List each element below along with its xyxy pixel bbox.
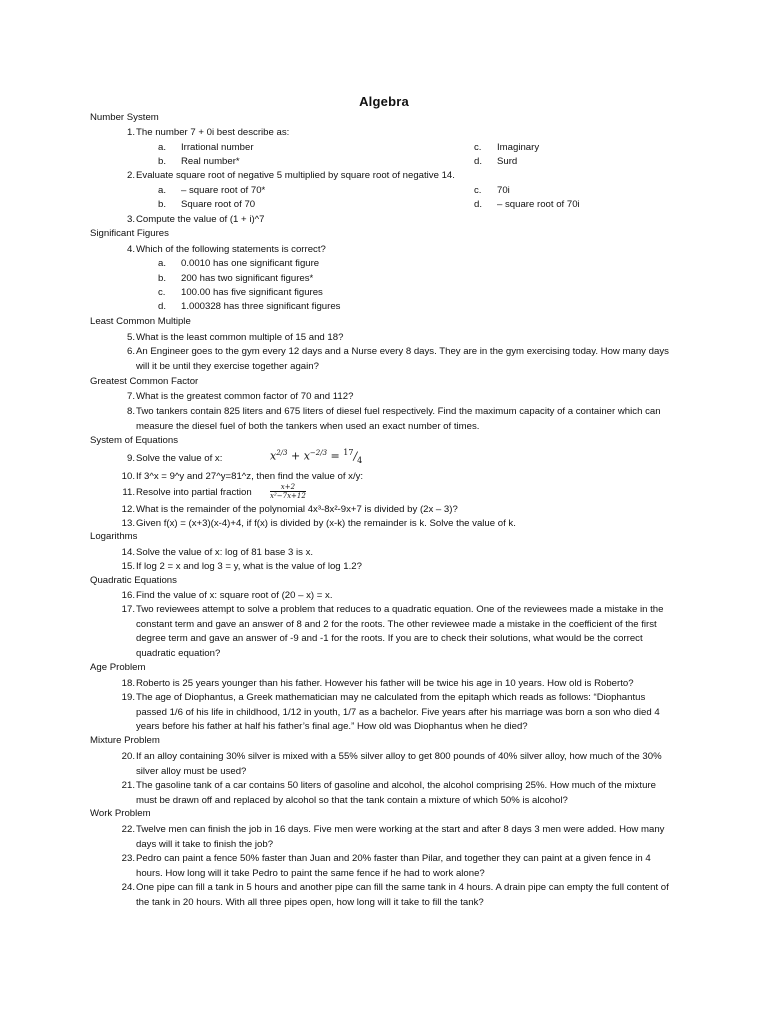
option-text: 100.00 has five significant figures bbox=[181, 287, 323, 298]
question-number: 9. bbox=[126, 453, 135, 464]
section-heading-quadratic: Quadratic Equations bbox=[90, 575, 177, 586]
question-text: Resolve into partial fraction bbox=[136, 487, 252, 498]
question-text: Evaluate square root of negative 5 multiplied by square root of negative 14. bbox=[136, 170, 455, 181]
question-number: 8. bbox=[126, 406, 135, 417]
question-text: What is the least common multiple of 15 and 18? bbox=[136, 332, 344, 343]
option-letter: d. bbox=[474, 199, 483, 210]
question-text: Two tankers contain 825 liters and 675 liters of diesel fuel respectively. Find the maximum capacity of a container which can measure the diesel fuel of both the tankers when used an exact number of times. bbox=[136, 406, 661, 432]
section-heading-gcf: Greatest Common Factor bbox=[90, 376, 199, 387]
option-letter: b. bbox=[158, 273, 167, 284]
option-text: – square root of 70* bbox=[181, 185, 266, 196]
option-letter: c. bbox=[474, 142, 482, 153]
fraction-numerator: x+2 bbox=[270, 483, 306, 492]
question-text: The gasoline tank of a car contains 50 liters of gasoline and alcohol, the alcohol comprising 25%. How much of the mixture must be drawn off and replaced by alcohol so that the tank contain a mixture of which 50% is alcohol? bbox=[136, 780, 656, 806]
section-heading-age: Age Problem bbox=[90, 662, 146, 673]
question-number: 18. bbox=[121, 678, 135, 689]
question-number: 20. bbox=[121, 751, 135, 762]
section-heading-lcm: Least Common Multiple bbox=[90, 316, 191, 327]
question-text: If log 2 = x and log 3 = y, what is the value of log 1.2? bbox=[136, 561, 362, 572]
question-text: If 3^x = 9^y and 27^y=81^z, then find the value of x/y: bbox=[136, 471, 364, 482]
question-number: 4. bbox=[126, 244, 135, 255]
question-number: 15. bbox=[121, 561, 135, 572]
option-text: 70i bbox=[497, 185, 510, 196]
question-text: One pipe can fill a tank in 5 hours and another pipe can fill the same tank in 4 hours. A drain pipe can empty the full content of the tank in 20 hours. With all three pipes open, how long will it take to fill the tank? bbox=[136, 882, 669, 908]
question-number: 13. bbox=[121, 518, 135, 529]
question-text: Solve the value of x: bbox=[136, 453, 223, 464]
section-heading-mixture: Mixture Problem bbox=[90, 735, 160, 746]
equation: $x^{2/3} + x^{-2/3} = ^{17}/_4$ bbox=[270, 448, 363, 465]
option-text: Surd bbox=[497, 156, 518, 167]
question-number: 17. bbox=[121, 604, 135, 615]
option-text: 1.000328 has three significant figures bbox=[181, 301, 341, 312]
question-text: Twelve men can finish the job in 16 days. Five men were working at the start and after 8 days 3 men were added. How many days will it take to finish the job? bbox=[136, 824, 665, 850]
question-number: 16. bbox=[121, 590, 135, 601]
question-number: 24. bbox=[121, 882, 135, 893]
question-number: 14. bbox=[121, 547, 135, 558]
option-text: 0.0010 has one significant figure bbox=[181, 258, 320, 269]
question-text: If an alloy containing 30% silver is mixed with a 55% silver alloy to get 800 pounds of 40% silver alloy, how much of the 30% silver alloy must be used? bbox=[136, 751, 662, 777]
question-text: The age of Diophantus, a Greek mathematician may ne calculated from the epitaph which reads as follows: “Diophantus passed 1/6 of his life in childhood, 1/12 in youth, 1/7 as a bachelor. Five years after his marriage was born a son who died 4 years before his father at half his father’s final age.” How old was Diophantus when he died? bbox=[136, 692, 660, 733]
option-text: Imaginary bbox=[497, 142, 540, 153]
fraction-denominator: x²−7x+12 bbox=[270, 492, 306, 500]
question-number: 22. bbox=[121, 824, 135, 835]
option-letter: b. bbox=[158, 199, 167, 210]
question-number: 11. bbox=[122, 487, 135, 498]
option-letter: d. bbox=[474, 156, 483, 167]
option-text: 200 has two significant figures* bbox=[181, 273, 314, 284]
option-letter: b. bbox=[158, 156, 167, 167]
section-heading-significant-figures: Significant Figures bbox=[90, 228, 169, 239]
question-number: 19. bbox=[121, 692, 135, 703]
question-number: 7. bbox=[126, 391, 135, 402]
section-heading-system-of-equations: System of Equations bbox=[90, 435, 178, 446]
question-text: Two reviewees attempt to solve a problem that reduces to a quadratic equation. One of the reviewees made a mistake in the constant term and gave an answer of 8 and 2 for the roots. The other reviewee made a mistake in the coefficient of the first degree term and gave an answer of -9 and -1 for the roots. If you are to check their solutions, what would be the correct quadratic equation? bbox=[136, 604, 664, 659]
option-text: – square root of 70i bbox=[497, 199, 580, 210]
section-heading-logarithms: Logarithms bbox=[90, 531, 138, 542]
section-heading-number-system: Number System bbox=[90, 112, 159, 123]
question-number: 23. bbox=[121, 853, 135, 864]
question-text: Solve the value of x: log of 81 base 3 is x. bbox=[136, 547, 314, 558]
question-text: The number 7 + 0i best describe as: bbox=[136, 127, 290, 138]
question-text: An Engineer goes to the gym every 12 days and a Nurse every 8 days. They are in the gym exercising today. How many days will it be until they exercise together again? bbox=[136, 346, 669, 372]
question-number: 12. bbox=[121, 504, 135, 515]
page-title: Algebra bbox=[359, 94, 409, 109]
question-text: Find the value of x: square root of (20 – x) = x. bbox=[136, 590, 333, 601]
question-text: What is the greatest common factor of 70 and 112? bbox=[136, 391, 354, 402]
question-text: Pedro can paint a fence 50% faster than Juan and 20% faster than Pilar, and together they can paint at a given fence in 4 hours. How long will it take Pedro to paint the same fence if he had to work alone? bbox=[136, 853, 651, 879]
question-text: Roberto is 25 years younger than his father. However his father will be twice his age in 10 years. How old is Roberto? bbox=[136, 678, 634, 689]
option-text: Real number* bbox=[181, 156, 240, 167]
question-number: 2. bbox=[126, 170, 135, 181]
option-letter: a. bbox=[158, 185, 167, 196]
option-letter: d. bbox=[158, 301, 167, 312]
question-number: 21. bbox=[121, 780, 135, 791]
question-number: 1. bbox=[126, 127, 135, 138]
question-text: Given f(x) = (x+3)(x-4)+4, if f(x) is divided by (x-k) the remainder is k. Solve the value of k. bbox=[136, 518, 516, 529]
option-letter: c. bbox=[474, 185, 482, 196]
question-text: Which of the following statements is correct? bbox=[136, 244, 326, 255]
question-text: Compute the value of (1 + i)^7 bbox=[136, 214, 265, 225]
question-number: 3. bbox=[126, 214, 135, 225]
option-letter: c. bbox=[158, 287, 166, 298]
option-letter: a. bbox=[158, 258, 167, 269]
question-text: What is the remainder of the polynomial 4x³-8x²-9x+7 is divided by (2x – 3)? bbox=[136, 504, 458, 515]
option-letter: a. bbox=[158, 142, 167, 153]
section-heading-work: Work Problem bbox=[90, 808, 151, 819]
partial-fraction bbox=[270, 483, 306, 500]
question-number: 5. bbox=[126, 332, 135, 343]
option-text: Irrational number bbox=[181, 142, 254, 153]
question-number: 6. bbox=[126, 346, 135, 357]
question-number: 10. bbox=[121, 471, 135, 482]
option-text: Square root of 70 bbox=[181, 199, 256, 210]
